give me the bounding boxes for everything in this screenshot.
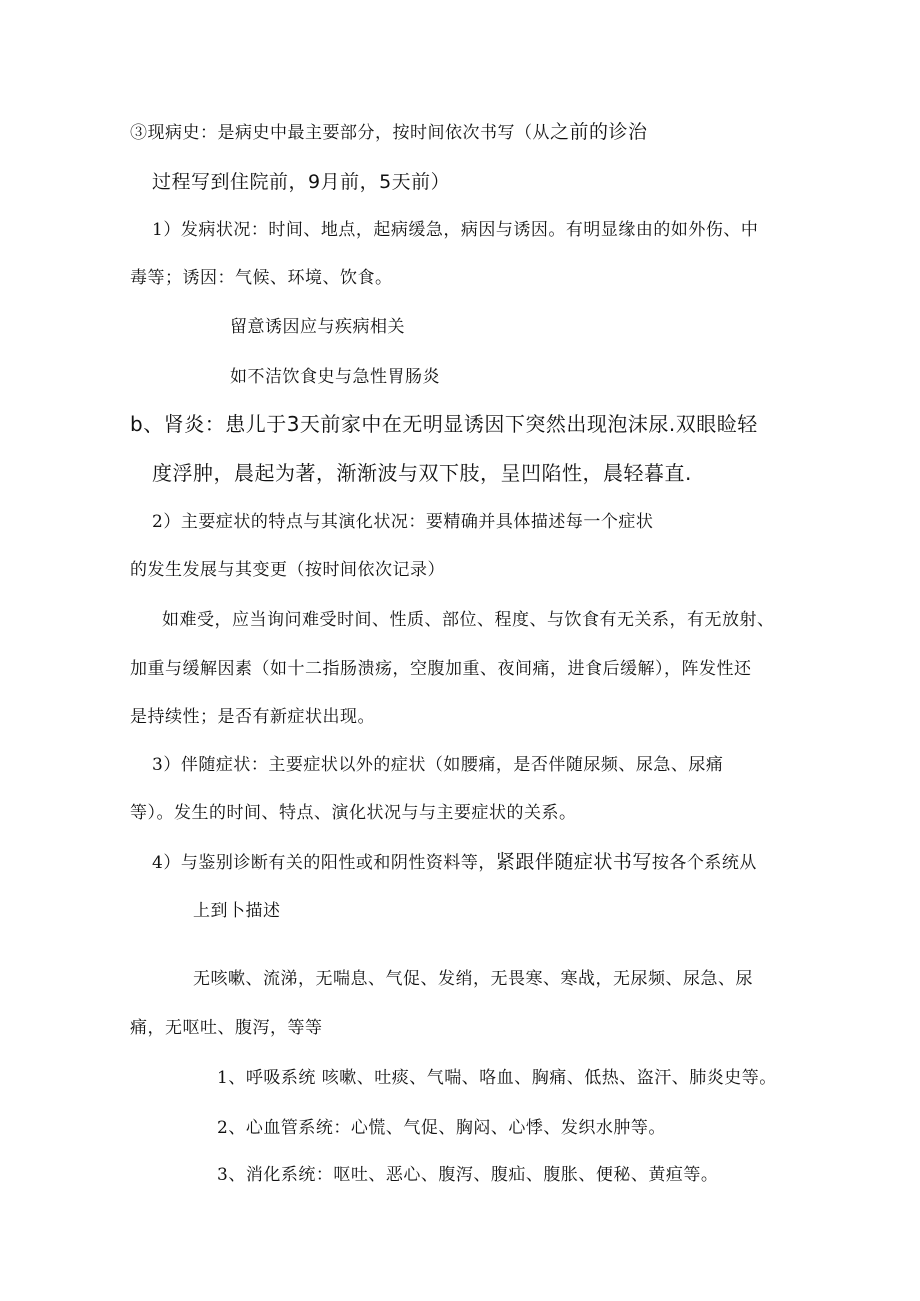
- line-history-continued: 过程写到住院前，9月前，5天前）: [152, 171, 451, 193]
- line-onset-2: 毒等；诱因：气候、环境、饮食。: [130, 268, 393, 288]
- line-onset-1: 1）发病状况：时间、地点，起病缓急，病因与诱因。有明显缘由的如外伤、中: [152, 220, 759, 240]
- line-respiratory: 1、呼吸系统 咳嗽、吐痰、气喘、咯血、胸痛、低热、盗汗、肺炎史等。: [217, 1068, 777, 1088]
- line-nephritis-1: b、肾炎：患儿于3天前家中在无明显诱因下突然出现泡沫尿.双眼睑轻: [130, 412, 758, 436]
- differential-emphasis: 紧跟伴随症状书写: [495, 851, 652, 873]
- history-heading-text: ③现病史：是病史中最主要部分，按时间依次书写（从: [130, 123, 550, 143]
- line-differential-continued: 上到卜描述: [193, 901, 281, 921]
- line-pain-2: 加重与缓解因素（如十二指肠溃疡，空腹加重、夜间痛，进食后缓解），阵发性还: [130, 659, 752, 679]
- line-note-1: 留意诱因应与疾病相关: [230, 317, 405, 337]
- line-negatives-1: 无咳嗽、流涕，无喘息、气促、发绡，无畏寒、寒战，无尿频、尿急、尿: [193, 969, 753, 989]
- line-negatives-2: 痛，无呕吐、腹泻，等等: [130, 1018, 323, 1038]
- line-note-2: 如不洁饮食史与急性胃肠炎: [230, 367, 440, 387]
- line-accompanying-2: 等）。发生的时间、特点、演化状况与与主要症状的关系。: [130, 803, 577, 823]
- history-heading-emphasis: 之前的诊治: [550, 121, 648, 143]
- line-main-symptom-1: 2）主要症状的特点与其演化状况：要精确并具体描述每一个症状: [152, 512, 654, 532]
- line-pain-3: 是持续性；是否有新症状出现。: [130, 707, 375, 727]
- line-cardiovascular: 2、心血管系统：心慌、气促、胸闷、心悸、发织水肿等。: [217, 1118, 666, 1138]
- line-differential: [152, 850, 757, 875]
- line-pain-1: 如难受，应当询问难受时间、性质、部位、程度、与饮食有无关系，有无放射、: [162, 610, 775, 630]
- line-accompanying-1: 3）伴随症状：主要症状以外的症状（如腰痛，是否伴随尿频、尿急、尿痛: [152, 755, 724, 775]
- line-digestive: 3、消化系统：呕吐、恶心、腹泻、腹疝、腹胀、便秘、黄疸等。: [217, 1165, 719, 1185]
- line-main-symptom-2: 的发生发展与其变更（按时间依次记录）: [130, 560, 445, 580]
- differential-tail: 按各个系统从: [651, 853, 757, 873]
- line-nephritis-2: 度浮肿，晨起为著，渐渐波与双下肢，呈凹陷性，晨轻暮直.: [152, 461, 692, 485]
- differential-text: 4）与鉴别诊断有关的阳性或和阴性资料等，: [152, 853, 496, 873]
- line-history-heading: [130, 120, 648, 145]
